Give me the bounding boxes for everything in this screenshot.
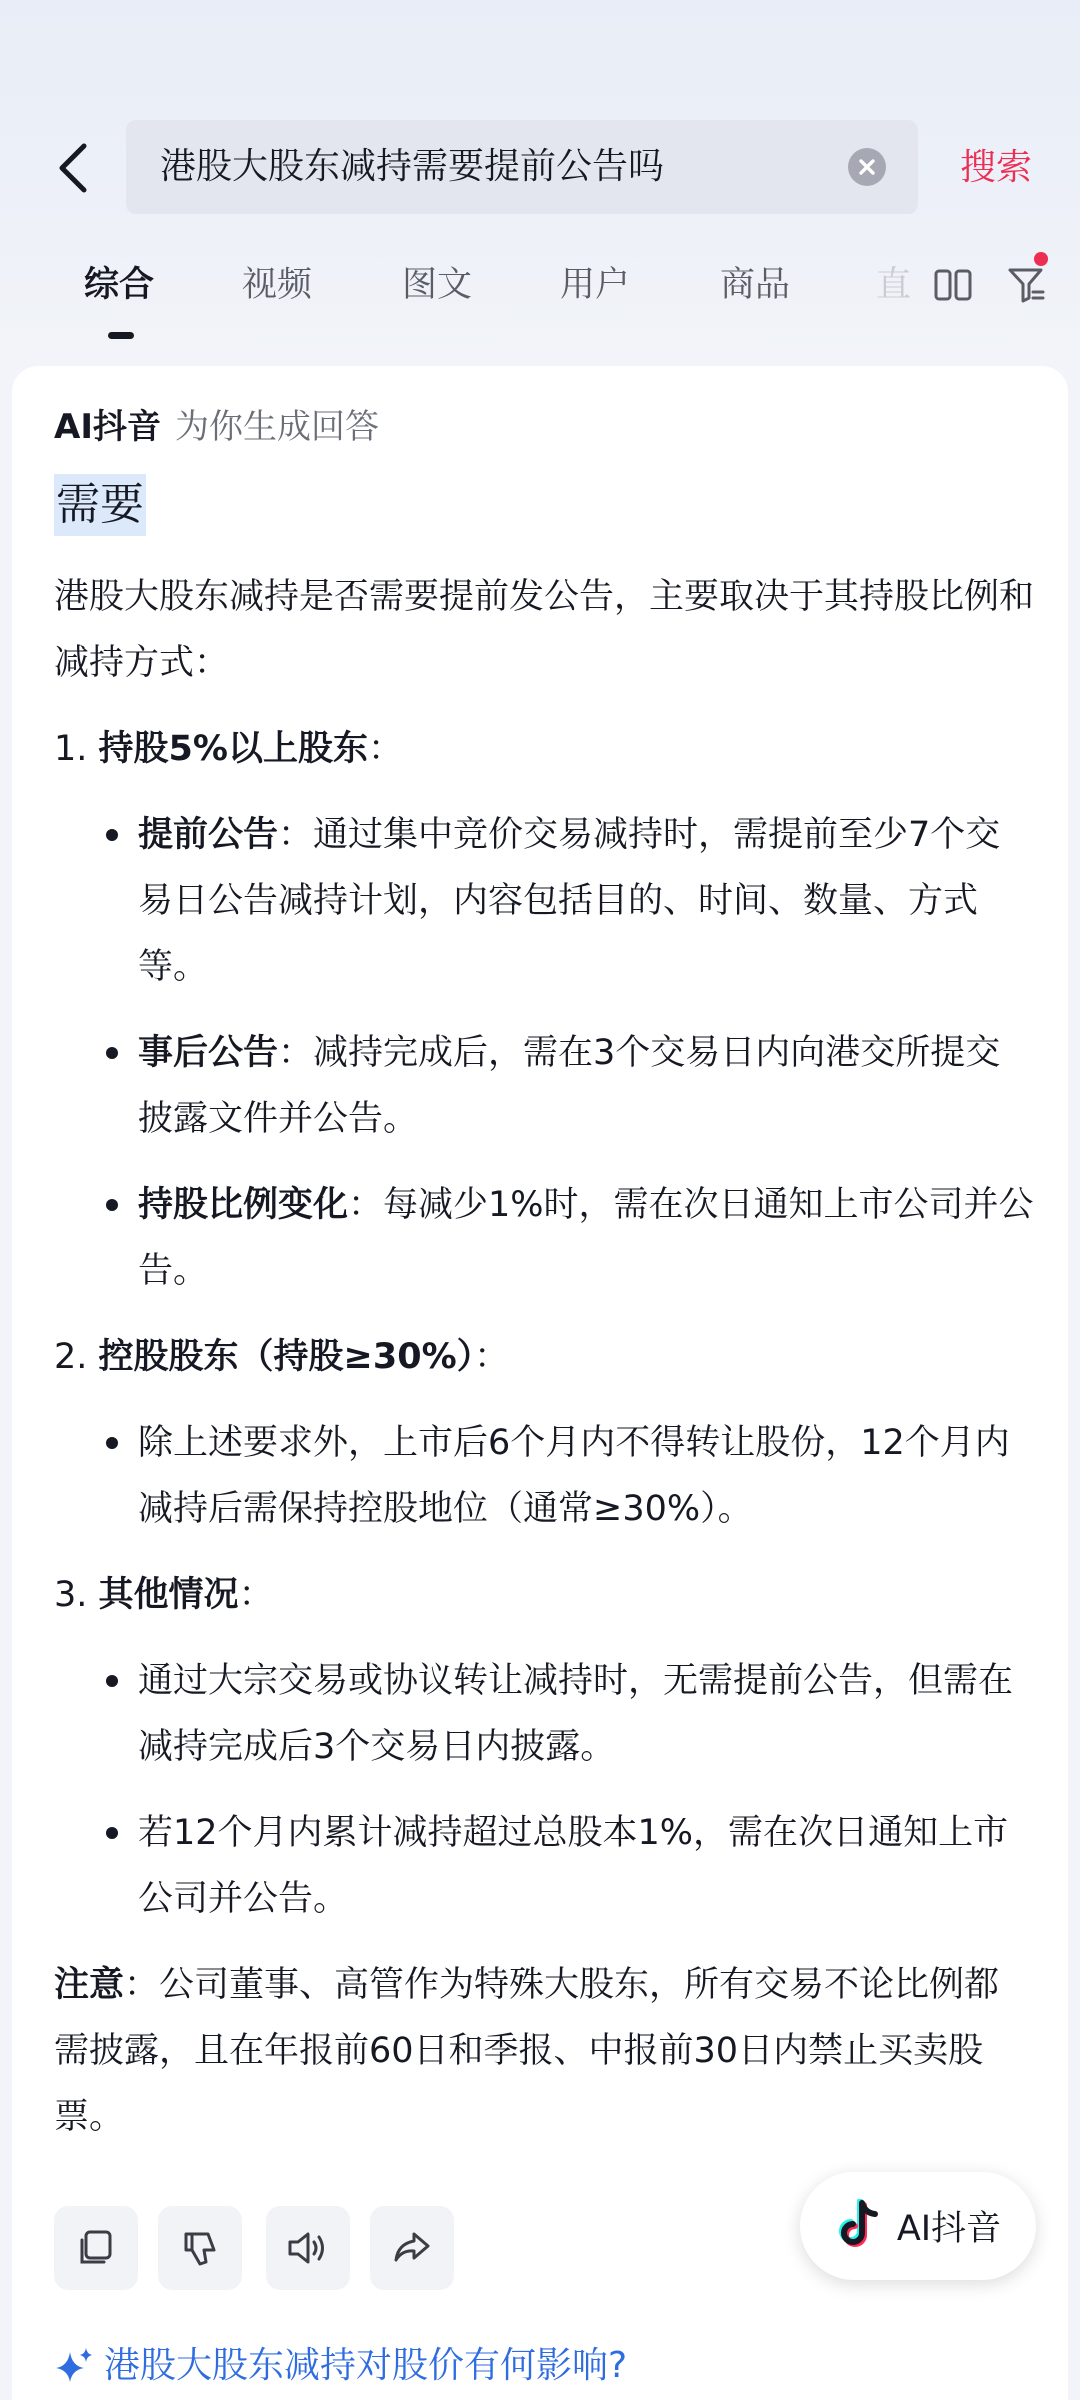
tab-comprehensive[interactable]: 综合	[84, 265, 155, 305]
copy-button[interactable]	[54, 2206, 138, 2290]
list-item: 提前公告：通过集中竞价交易减持时，需提前至少7个交易日公告减持计划，内容包括目的、时间、数量、方式等。	[54, 802, 1034, 1000]
share-button[interactable]	[370, 2206, 454, 2290]
answer-note: 注意：公司董事、高管作为特殊大股东，所有交易不论比例都需披露，且在年报前60日和季报、中报前30日内禁止买卖股票。	[54, 1965, 1000, 2137]
result-tabs	[0, 250, 1080, 340]
ai-brand: AI抖音	[54, 407, 161, 447]
list-item: 事后公告：减持完成后，需在3个交易日内向港交所提交披露文件并公告。	[54, 1020, 1034, 1152]
dislike-button[interactable]	[158, 2206, 242, 2290]
search-bar	[0, 118, 1080, 218]
section-3-heading: 3. 其他情况：	[54, 1575, 274, 1615]
answer-body	[54, 564, 1034, 2170]
followup-text: 港股大股东减持对股价有何影响?	[104, 2345, 628, 2386]
notification-dot	[1034, 252, 1048, 266]
douyin-logo-icon	[835, 2199, 885, 2253]
answer-intro: 港股大股东减持是否需要提前发公告，主要取决于其持股比例和减持方式：	[54, 577, 1035, 683]
list-item: 若12个月内累计减持超过总股本1%，需在次日通知上市公司并公告。	[54, 1800, 1034, 1932]
ai-answer-card	[12, 366, 1068, 2400]
list-item: 除上述要求外，上市后6个月内不得转让股份，12个月内减持后需保持控股地位（通常≥30%）。	[54, 1410, 1034, 1542]
tab-user[interactable]: 用户	[560, 265, 631, 305]
tab-image-text[interactable]: 图文	[402, 265, 473, 305]
ai-subtitle: 为你生成回答	[174, 407, 379, 447]
share-icon	[390, 2226, 434, 2270]
list-item: 通过大宗交易或协议转让减持时，无需提前公告，但需在减持完成后3个交易日内披露。	[54, 1648, 1034, 1780]
clear-icon[interactable]	[848, 148, 886, 186]
copy-icon	[74, 2226, 118, 2270]
ai-card-header	[54, 402, 379, 452]
read-aloud-button[interactable]	[266, 2206, 350, 2290]
speaker-icon	[284, 2226, 332, 2270]
list-item: 持股比例变化：每减少1%时，需在次日通知上市公司并公告。	[54, 1172, 1034, 1304]
chevron-left-icon	[54, 140, 94, 196]
search-button[interactable]: 搜索	[960, 147, 1033, 188]
ai-douyin-label: AI抖音	[896, 2209, 1002, 2249]
tab-live[interactable]: 直	[876, 265, 912, 305]
answer-highlight: 需要	[54, 474, 146, 536]
tab-video[interactable]: 视频	[242, 265, 313, 305]
filter-icon[interactable]	[1004, 262, 1050, 308]
search-input[interactable]	[126, 120, 918, 214]
section-2-heading: 2. 控股股东（持股≥30%）：	[54, 1337, 510, 1377]
layout-toggle-icon[interactable]	[930, 262, 976, 308]
ai-douyin-button[interactable]	[800, 2172, 1036, 2280]
sparkle-icon	[54, 2346, 94, 2386]
section-1-list	[54, 802, 1034, 1304]
followup-suggestion[interactable]	[54, 2338, 627, 2394]
back-button[interactable]	[44, 136, 104, 200]
section-1-heading: 1. 持股5%以上股东：	[54, 729, 403, 769]
search-query: 港股大股东减持需要提前公告吗	[160, 146, 665, 187]
tab-product[interactable]: 商品	[720, 265, 791, 305]
section-2-list	[54, 1410, 1034, 1542]
section-3-list	[54, 1648, 1034, 1932]
dislike-icon	[178, 2226, 222, 2270]
active-tab-indicator	[108, 332, 134, 339]
